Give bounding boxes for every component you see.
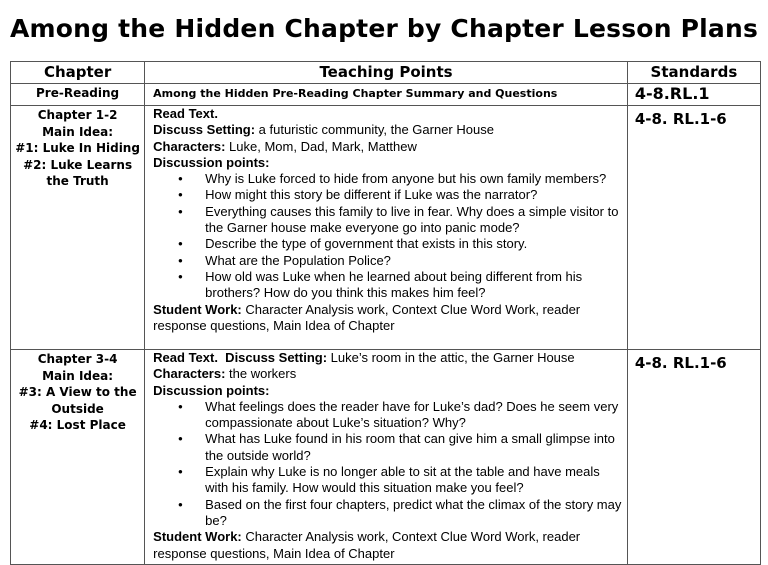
chapter-line: #1: Luke In Hiding bbox=[15, 141, 140, 155]
header-row bbox=[11, 62, 761, 84]
chapter-line: the Truth bbox=[46, 174, 109, 188]
student-work-label: Student Work: bbox=[153, 301, 242, 317]
teaching-points-cell bbox=[145, 350, 628, 565]
characters-value: the workers bbox=[225, 366, 297, 382]
discussion-list bbox=[153, 399, 623, 529]
chapter-line: Outside bbox=[51, 401, 104, 416]
table-row bbox=[11, 84, 761, 106]
setting-value: Luke’s room in the attic, the Garner House bbox=[327, 350, 575, 365]
chapter-line: #4: Lost Place bbox=[29, 418, 126, 432]
lesson-plan-table bbox=[10, 61, 761, 565]
setting-value: a futuristic community, the Garner House bbox=[255, 122, 494, 138]
chapter-line: Chapter 1-2 bbox=[37, 108, 118, 122]
discussion-point: • Explain why Luke is no longer able to sit at the table and have meals with his family. How would this situation make you feel? bbox=[205, 464, 623, 497]
setting-label: Discuss Setting: bbox=[153, 122, 256, 138]
chapter-line: Main Idea: bbox=[42, 368, 114, 383]
pre-reading-summary: Among the Hidden Pre-Reading Chapter Summary and Questions bbox=[153, 87, 558, 100]
chapter-line: Main Idea: bbox=[42, 124, 114, 139]
read-text-label: Read Text. bbox=[153, 106, 218, 121]
teaching-points-cell bbox=[145, 106, 628, 350]
chapter-line: Pre-Reading bbox=[36, 86, 120, 100]
chapter-line: #2: Luke Learns bbox=[23, 157, 133, 172]
discussion-list bbox=[153, 171, 623, 301]
discussion-point: • Everything causes this family to live in fear. Why does a simple visitor to the Garner house make everyone go into panic mode? bbox=[205, 204, 623, 237]
table-row bbox=[11, 350, 761, 565]
discussion-point: • How old was Luke when he learned about being different from his brothers? How do you think this makes him feel? bbox=[205, 269, 623, 302]
discussion-point: • Why is Luke forced to hide from anyone but his own family members? bbox=[205, 171, 623, 187]
standards-cell: 4-8. RL.1-6 bbox=[627, 106, 760, 350]
discussion-point: • What feelings does the reader have for Luke’s dad? Does he seem very compassionate about Luke’s situation? Why? bbox=[205, 399, 623, 432]
standards-cell: 4-8.RL.1 bbox=[627, 84, 760, 106]
discussion-label: Discussion points: bbox=[153, 382, 270, 398]
chapter-line: Chapter 3-4 bbox=[37, 352, 118, 366]
discussion-point: • How might this story be different if Luke was the narrator? bbox=[205, 187, 623, 203]
teaching-points-cell bbox=[145, 84, 628, 106]
student-work-value: Character Analysis work, Context Clue Word Work, reader response questions, Main Idea of Chapter bbox=[153, 301, 581, 333]
discussion-label: Discussion points: bbox=[153, 154, 270, 170]
chapter-cell bbox=[11, 350, 145, 565]
standards-cell: 4-8. RL.1-6 bbox=[627, 350, 760, 565]
page-title: Among the Hidden Chapter by Chapter Lesson Plans bbox=[9, 14, 759, 43]
student-work-label: Student Work: bbox=[153, 529, 242, 545]
chapter-cell bbox=[11, 84, 145, 106]
characters-label: Characters: bbox=[153, 138, 226, 154]
discussion-point: • What are the Population Police? bbox=[205, 253, 623, 269]
setting-label: Discuss Setting: bbox=[217, 350, 328, 365]
discussion-point: • Describe the type of government that exists in this story. bbox=[205, 236, 623, 252]
characters-value: Luke, Mom, Dad, Mark, Matthew bbox=[225, 138, 417, 154]
chapter-cell bbox=[11, 106, 145, 350]
read-text-label: Read Text. bbox=[153, 350, 218, 365]
characters-label: Characters: bbox=[153, 366, 226, 382]
discussion-point: • Based on the first four chapters, predict what the climax of the story may be? bbox=[205, 497, 623, 530]
chapter-line: #3: A View to the bbox=[18, 385, 137, 399]
discussion-point: • What has Luke found in his room that can give him a small glimpse into the outside world? bbox=[205, 431, 623, 464]
header-standards: Standards bbox=[627, 62, 760, 84]
header-teaching-points: Teaching Points bbox=[145, 62, 628, 84]
student-work-value: Character Analysis work, Context Clue Word Work, reader response questions, Main Idea of Chapter bbox=[153, 529, 581, 561]
header-chapter: Chapter bbox=[11, 62, 145, 84]
table-row bbox=[11, 106, 761, 350]
